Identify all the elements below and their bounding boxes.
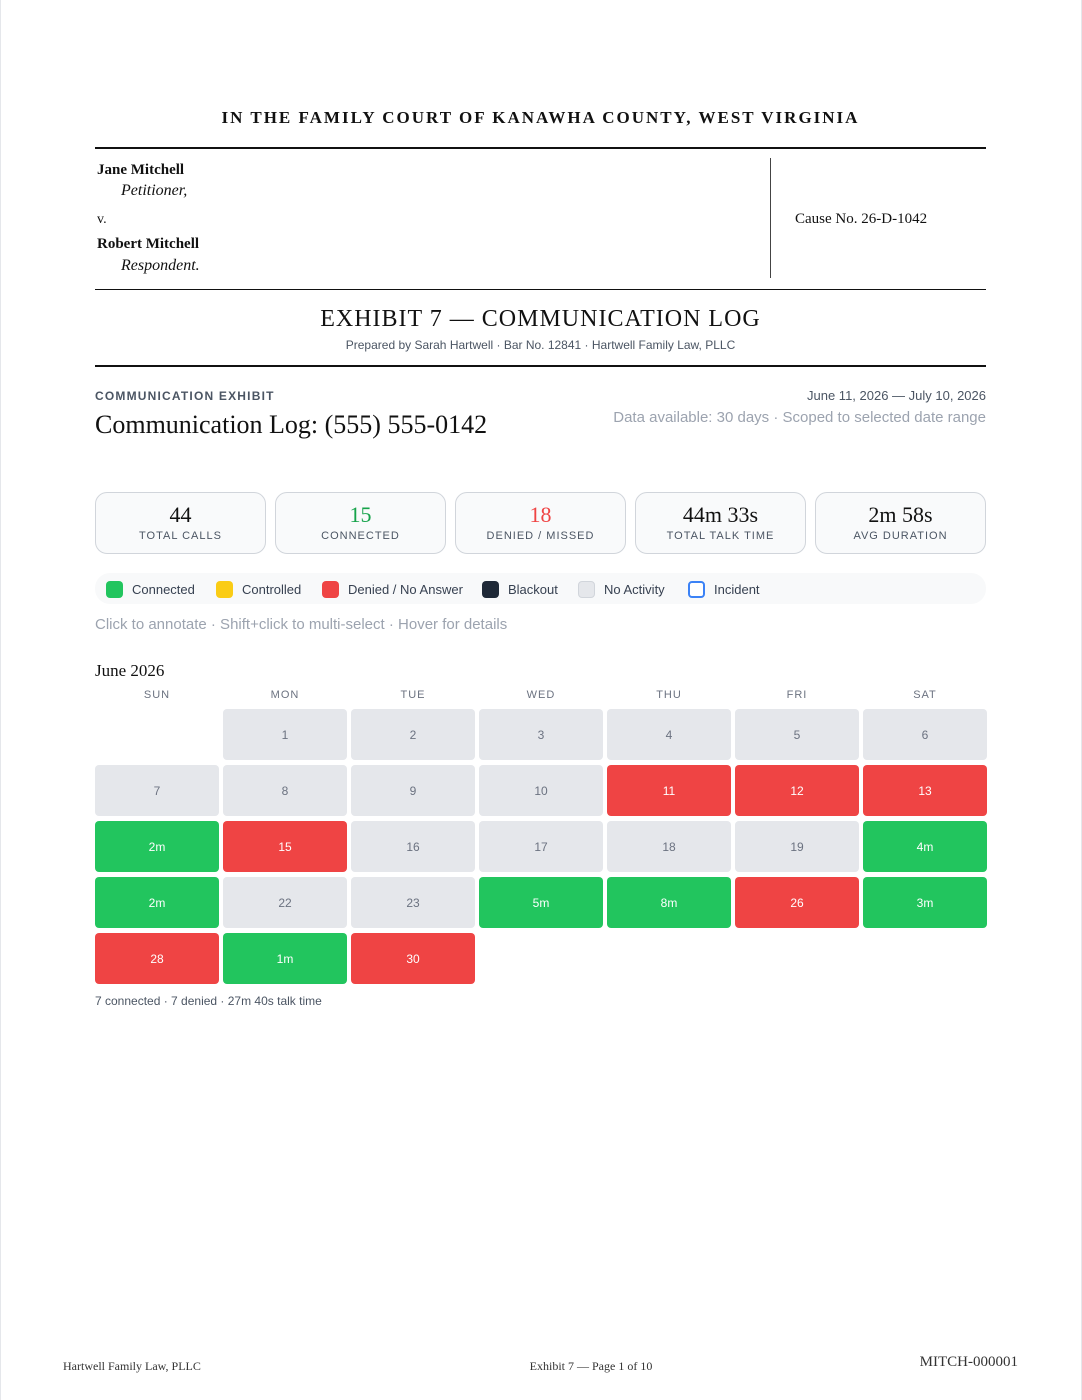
stat-label: TOTAL TALK TIME (666, 530, 775, 542)
respondent-name: Robert Mitchell (97, 236, 200, 252)
calendar-day-2[interactable]: 2 (351, 709, 475, 760)
stat-card-total-talk-time (635, 492, 806, 554)
stat-value: 2m 58s (868, 502, 933, 527)
legend-item-connected (106, 580, 195, 598)
calendar-day-16[interactable]: 16 (351, 821, 475, 872)
calendar-day-7[interactable]: 7 (95, 765, 219, 816)
case-caption (95, 158, 986, 278)
calendar-day-22[interactable]: 22 (223, 877, 347, 928)
stat-label: DENIED / MISSED (486, 530, 595, 542)
calendar-month-label: June 2026 (95, 661, 165, 680)
legend-swatch (482, 581, 499, 598)
legend-item-incident (688, 580, 760, 598)
weekday-mon: MON (270, 689, 300, 701)
weekday-wed: WED (526, 689, 556, 701)
stats-row (95, 492, 986, 556)
caption-divider (770, 158, 771, 278)
stat-card-total-calls (95, 492, 266, 554)
calendar-day-24[interactable]: 5m (479, 877, 603, 928)
legend-label: Blackout (508, 581, 558, 597)
footer-page-number: Exhibit 7 — Page 1 of 10 (529, 1359, 653, 1373)
legend-swatch (688, 581, 705, 598)
calendar-day-27[interactable]: 3m (863, 877, 987, 928)
versus-label: v. (97, 212, 107, 227)
petitioner-name: Jane Mitchell (97, 162, 185, 178)
stat-card-avg-duration (815, 492, 986, 554)
stat-card-connected (275, 492, 446, 554)
calendar-day-5[interactable]: 5 (735, 709, 859, 760)
data-availability-note: Data available: 30 days · Scoped to selected date range (613, 409, 986, 426)
caption-bottom-rule (95, 289, 986, 290)
legend-item-no-activity (578, 580, 665, 598)
calendar-day-26[interactable]: 26 (735, 877, 859, 928)
legend-item-denied (322, 580, 463, 598)
stat-value: 18 (529, 502, 552, 527)
calendar-day-15[interactable]: 15 (223, 821, 347, 872)
stat-label: CONNECTED (321, 530, 400, 542)
legend-item-blackout (482, 580, 558, 598)
calendar-day-20[interactable]: 4m (863, 821, 987, 872)
exhibit-title: EXHIBIT 7 — COMMUNICATION LOG (320, 306, 761, 332)
calendar-day-19[interactable]: 19 (735, 821, 859, 872)
interaction-hint: Click to annotate · Shift+click to multi-select · Hover for details (95, 616, 508, 633)
calendar-day-18[interactable]: 18 (607, 821, 731, 872)
prepared-by: Prepared by Sarah Hartwell · Bar No. 12841 · Hartwell Family Law, PLLC (345, 338, 736, 352)
legend-label: No Activity (604, 581, 665, 597)
calendar-day-28[interactable]: 28 (95, 933, 219, 984)
cause-number: Cause No. 26-D-1042 (795, 211, 928, 227)
status-legend (95, 573, 986, 604)
weekday-tue: TUE (400, 689, 426, 701)
calendar-day-8[interactable]: 8 (223, 765, 347, 816)
stat-label: AVG DURATION (853, 530, 948, 542)
calendar-day-4[interactable]: 4 (607, 709, 731, 760)
stat-value: 15 (349, 502, 372, 527)
calendar-day-9[interactable]: 9 (351, 765, 475, 816)
legend-swatch (106, 581, 123, 598)
legend-swatch (322, 581, 339, 598)
calendar-day-11[interactable]: 11 (607, 765, 731, 816)
legend-swatch (216, 581, 233, 598)
stat-value: 44m 33s (682, 502, 759, 527)
caption-top-rule (95, 147, 986, 149)
calendar-day-30[interactable]: 30 (351, 933, 475, 984)
date-range: June 11, 2026 — July 10, 2026 (807, 388, 986, 403)
legend-label: Controlled (242, 581, 302, 597)
legend-label: Denied / No Answer (348, 581, 463, 597)
bates-number: MITCH-000001 (919, 1354, 1018, 1370)
calendar-day-1[interactable]: 1 (223, 709, 347, 760)
petitioner-role: Petitioner, (121, 182, 188, 199)
calendar-day-23[interactable]: 23 (351, 877, 475, 928)
calendar-day-6[interactable]: 6 (863, 709, 987, 760)
calendar-day-14[interactable]: 2m (95, 821, 219, 872)
stat-label: TOTAL CALLS (139, 530, 222, 542)
legend-label: Connected (132, 581, 195, 597)
calendar-day-13[interactable]: 13 (863, 765, 987, 816)
calendar-day-10[interactable]: 10 (479, 765, 603, 816)
weekday-thu: THU (656, 689, 682, 701)
calendar-day-25[interactable]: 8m (607, 877, 731, 928)
calendar-summary: 7 connected · 7 denied · 27m 40s talk time (95, 994, 322, 1008)
court-title: IN THE FAMILY COURT OF KANAWHA COUNTY, WEST VIRGINIA (221, 108, 860, 127)
calendar-day-29[interactable]: 1m (223, 933, 347, 984)
stat-card-denied-missed (455, 492, 626, 554)
calendar-day-3[interactable]: 3 (479, 709, 603, 760)
calendar-day-12[interactable]: 12 (735, 765, 859, 816)
calendar-day-21[interactable]: 2m (95, 877, 219, 928)
calendar-day-17[interactable]: 17 (479, 821, 603, 872)
footer-firm: Hartwell Family Law, PLLC (63, 1359, 201, 1373)
legend-swatch (578, 581, 595, 598)
legend-label: Incident (714, 581, 760, 597)
stat-value: 44 (169, 502, 192, 527)
section-eyebrow: COMMUNICATION EXHIBIT (95, 389, 275, 403)
exhibit-rule (95, 365, 986, 367)
weekday-sun: SUN (143, 689, 171, 701)
log-title: Communication Log: (555) 555-0142 (95, 410, 488, 439)
respondent-role: Respondent. (121, 257, 200, 274)
weekday-sat: SAT (913, 689, 937, 701)
legend-item-controlled (216, 580, 301, 598)
weekday-fri: FRI (786, 689, 808, 701)
